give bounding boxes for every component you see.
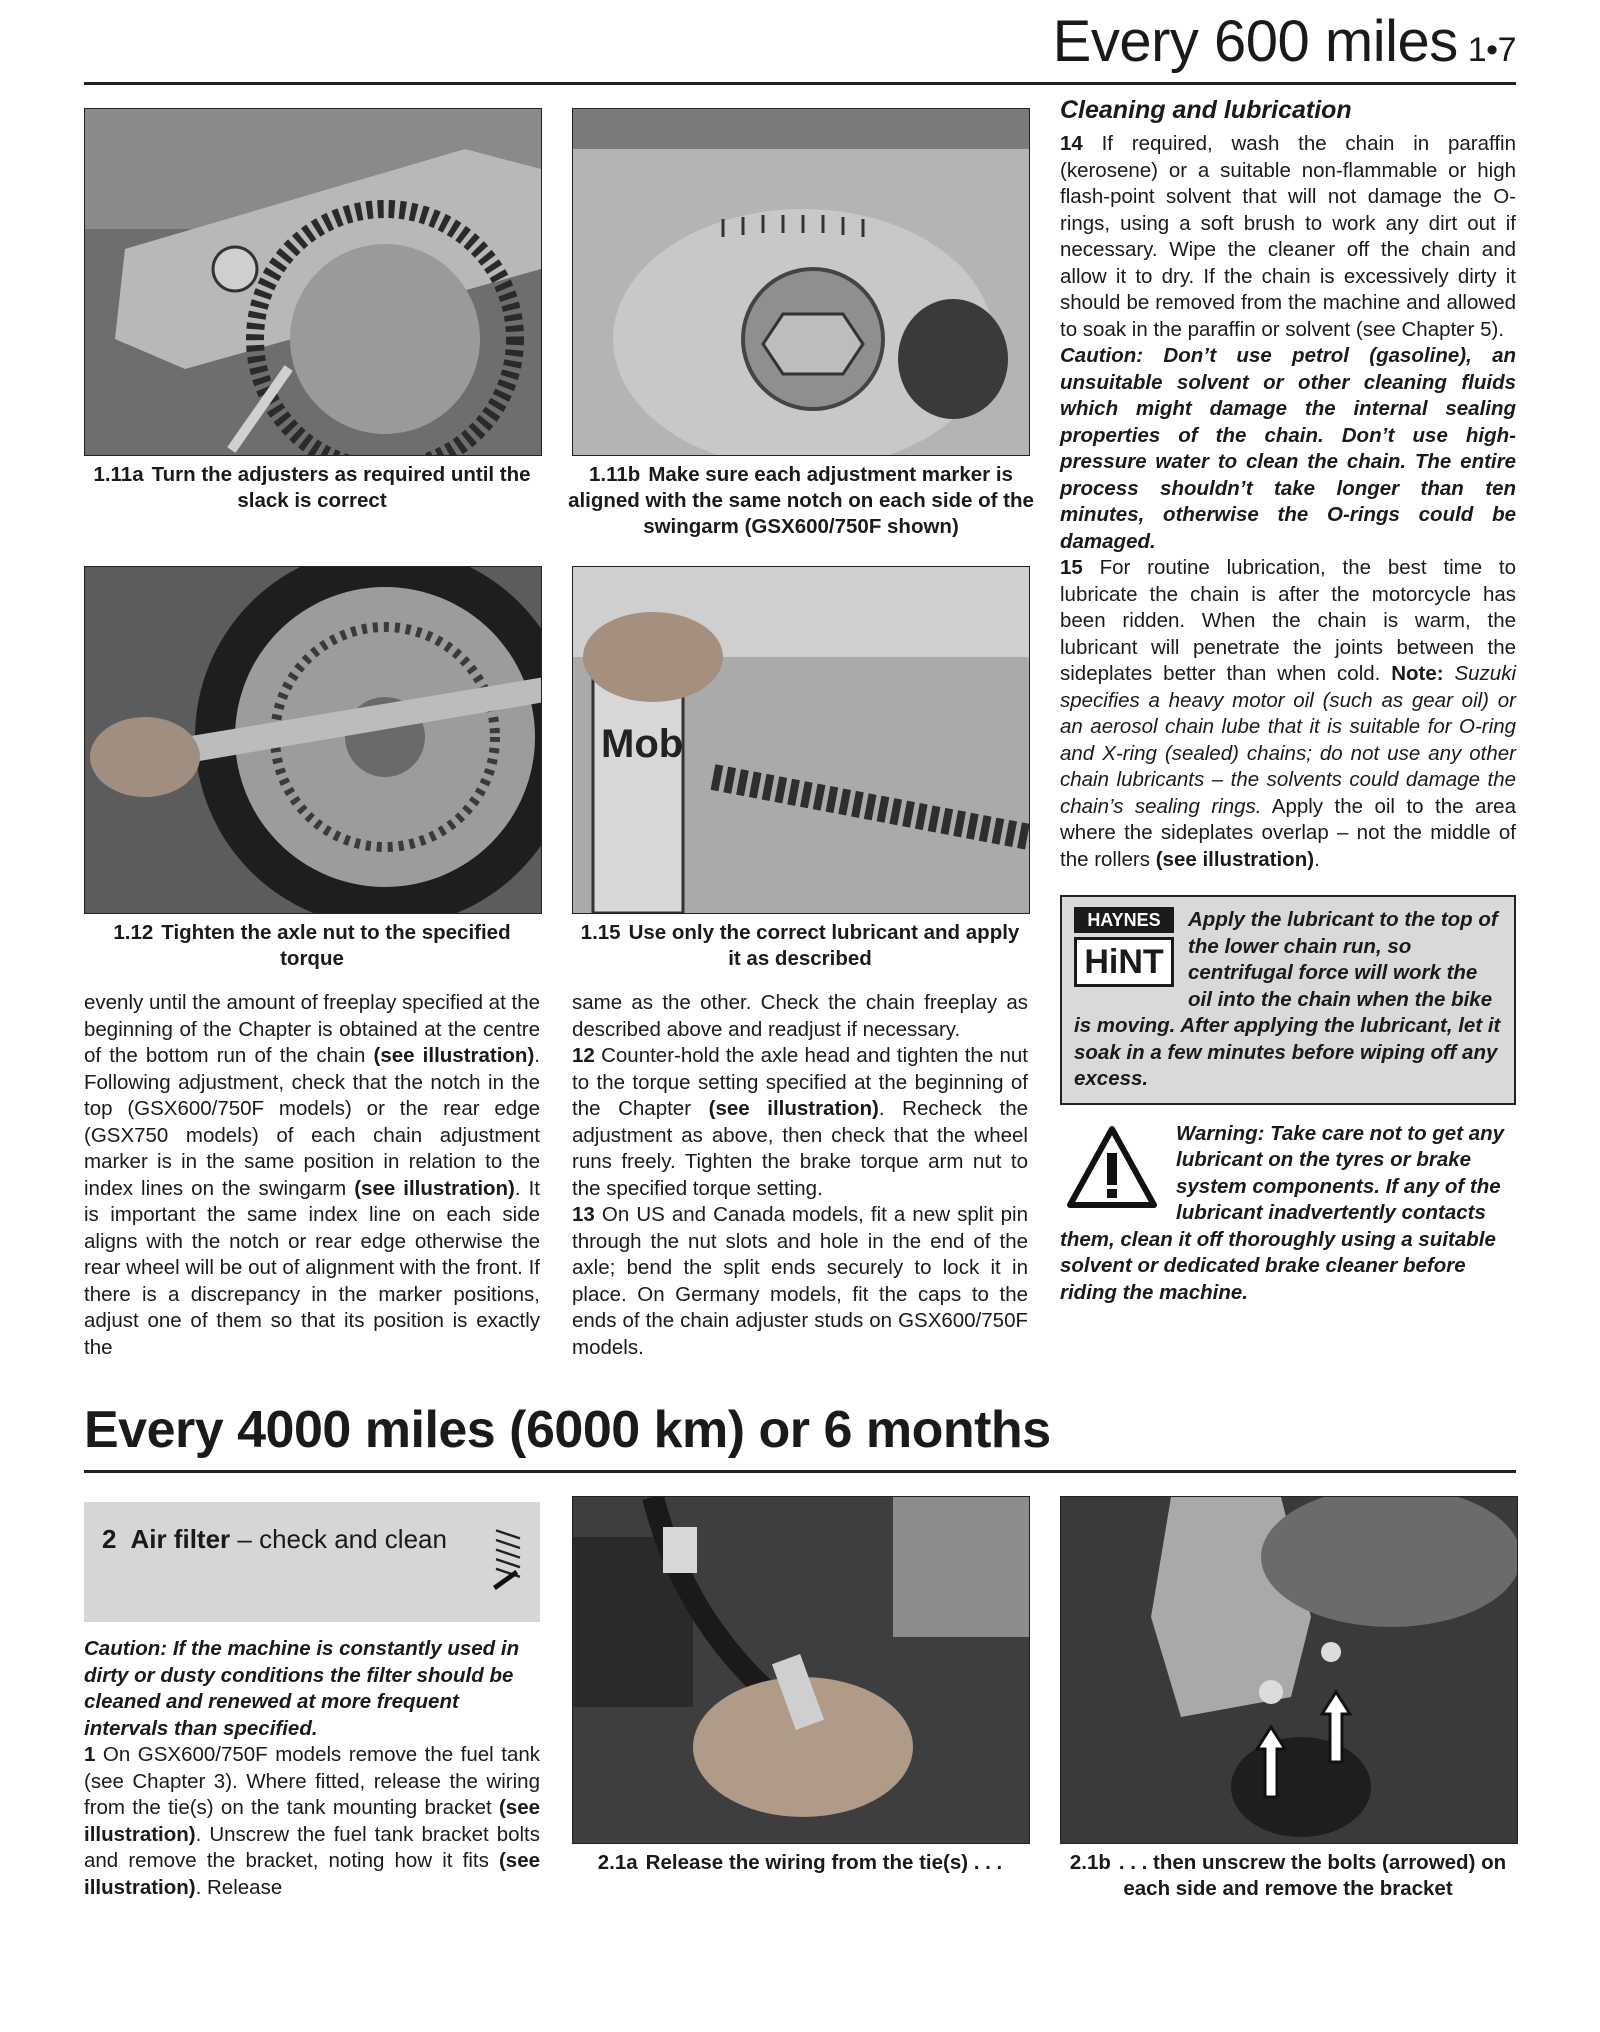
caption-text: Tighten the axle nut to the specified torque — [161, 921, 511, 970]
air-filter-text — [84, 1636, 540, 1901]
caption-2-1b — [1060, 1850, 1516, 1902]
caption-number: 1.11b — [589, 463, 641, 486]
text-run: On GSX600/750F models remove the fuel tank (see Chapter 3). Where fitted, release the wiring from the tie(s) on the tank mounting bracket — [84, 1743, 540, 1819]
warning-icon — [1066, 1125, 1158, 1209]
note-label: Note: — [1391, 662, 1444, 685]
caption-text: Release the wiring from the tie(s) . . . — [645, 1851, 1003, 1874]
warning-text: Warning: Take care not to get any lubricant on the tyres or brake system components. If any of the lubricant inadvertently contacts them, clean it off thoroughly using a suitable solvent or dedicated brake cleaner before riding the machine. — [1060, 1121, 1505, 1304]
spray-can-label: Mob — [601, 722, 684, 766]
text-run: . Recheck the adjustment as above, then check that the wheel runs freely. Tighten the brake torque arm nut to the specified torque setting. — [572, 1097, 1028, 1200]
section-heading-cleaning: Cleaning and lubrication — [1060, 96, 1352, 124]
text-run: . Release — [195, 1875, 283, 1899]
photo-1-11b — [572, 108, 1030, 456]
column-1-text — [84, 990, 540, 1361]
air-filter-section-box — [84, 1502, 540, 1622]
hint-text: Apply the lubricant to the top of the lower chain run, so centrifugal force will work the oil into the chain when the bike is moving. After applying the lubricant, let it soak in a few minutes before wiping off any excess. — [1074, 908, 1501, 1090]
paragraph-number: 13 — [572, 1203, 595, 1226]
caption-text: Make sure each adjustment marker is aligned with the same notch on each side of the swingarm (GSX600/750F shown) — [568, 463, 1034, 538]
caption-2-1a — [572, 1850, 1028, 1876]
paragraph-number: 15 — [1060, 556, 1083, 579]
warning-block — [1060, 1121, 1516, 1307]
air-filter-title: Air filter — [130, 1524, 231, 1554]
illustration-ref: (see illustration) — [708, 1097, 879, 1120]
text-run: Counter-hold the axle head and tighten the nut to the torque setting specified at the beginning of the Chapter — [572, 1044, 1028, 1120]
header-rule — [84, 82, 1516, 85]
paragraph-number: 1 — [84, 1743, 96, 1766]
illustration-ref: (see illustration) — [1155, 847, 1315, 871]
haynes-hint-logo — [1074, 907, 1174, 987]
caption-1-11b — [566, 462, 1036, 540]
caption-number: 2.1a — [597, 1851, 638, 1874]
haynes-hint-box — [1060, 895, 1516, 1105]
air-filter-subtitle: – check and clean — [230, 1524, 447, 1554]
photo-1-15 — [572, 566, 1030, 914]
text-run: For routine lubrication, the best time to lubricate the chain is after the motorcycle has been ridden. When the chain is warm, the lubricant will penetrate the joints between the sideplates better than when cold. — [1060, 556, 1516, 685]
note-text: Suzuki specifies a heavy motor oil (such as gear oil) or an aerosol chain lube that it is suitable for O-ring and X-ring (sealed) chains; do not use any other chain lubricants – the solvents could damage the chain’s sealing rings. — [1060, 662, 1516, 818]
text-run: If required, wash the chain in paraffin (kerosene) or a suitable non-flammable or high flash-point solvent that will not damage the O-rings, using a soft brush to work any dirt out if necessary. Wipe the cleaner off the chain and allow it to dry. If the chain is excessively dirty it should be removed from the machine and allowed to soak in the paraffin or solvent (see Chapter 5). — [1060, 132, 1516, 341]
text-run: . Following adjustment, check that the notch in the top (GSX600/750F models) or the rear edge (GSX750 models) of each chain adjustment marker is in the same position in relation to the index lines on the swingarm — [84, 1044, 540, 1200]
section-rule — [84, 1470, 1516, 1473]
caption-number: 1.12 — [113, 921, 154, 944]
paragraph-number: 14 — [1060, 132, 1083, 155]
section-number: 2 — [102, 1524, 117, 1554]
page-header — [1053, 8, 1516, 75]
tools-icon — [488, 1516, 528, 1604]
photo-1-12 — [84, 566, 542, 914]
caption-1-11a — [84, 462, 540, 514]
caption-number: 2.1b — [1069, 1851, 1111, 1874]
column-3 — [1060, 96, 1516, 1306]
hint-logo-top: HAYNES — [1074, 907, 1174, 933]
column-2-text — [572, 990, 1028, 1361]
page-number: 1•7 — [1467, 31, 1516, 69]
photo-2-1b — [1060, 1496, 1518, 1844]
caption-1-12 — [84, 920, 540, 972]
text-run: . Unscrew the fuel tank bracket bolts and remove the bracket, noting how it fits — [84, 1822, 540, 1872]
hint-logo-bottom: HiNT — [1074, 937, 1174, 987]
air-filter-caution: Caution: If the machine is constantly used in dirty or dusty conditions the filter should be cleaned and renewed at more frequent intervals than specified. — [84, 1637, 520, 1740]
caption-text: Use only the correct lubricant and apply it as described — [628, 921, 1020, 970]
text-run: . It is important the same index line on each side aligns with the notch or rear edge otherwise the rear wheel will be out of alignment with the front. If there is a discrepancy in the marker positions, adjust one of them so that its position is exactly the — [84, 1176, 540, 1359]
section-heading-4000-miles: Every 4000 miles (6000 km) or 6 months — [84, 1401, 1051, 1459]
header-title: Every 600 miles — [1052, 9, 1458, 74]
illustration-ref: (see illustration) — [84, 1849, 540, 1899]
column-3-text — [1060, 131, 1516, 873]
text-run: On US and Canada models, fit a new split pin through the nut slots and hole in the end of the axle; bend the split ends securely to lock it in place. On Germany models, fit the caps to the ends of the chain adjuster studs on GSX600/750F models. — [572, 1203, 1028, 1359]
text-run: . — [1314, 847, 1320, 871]
text-run: Apply the oil to the area where the sideplates overlap – not the middle of the rollers — [1060, 794, 1516, 871]
paragraph-number: 12 — [572, 1044, 595, 1067]
illustration-ref: (see illustration) — [354, 1176, 515, 1200]
text-run: same as the other. Check the chain freeplay as described above and readjust if necessary. — [572, 991, 1028, 1041]
caption-number: 1.15 — [580, 921, 621, 944]
caption-1-15 — [572, 920, 1028, 972]
caution-text: Caution: Don’t use petrol (gasoline), an unsuitable solvent or other cleaning fluids which might damage the internal sealing properties of the chain. Don’t use high-pressure water to clean the chain. The entire process shouldn’t take longer than ten minutes, otherwise the O-rings could be damaged. — [1060, 344, 1516, 553]
caption-number: 1.11a — [93, 463, 144, 486]
photo-2-1a — [572, 1496, 1030, 1844]
caption-text: Turn the adjusters as required until the slack is correct — [151, 463, 531, 512]
photo-1-11a — [84, 108, 542, 456]
text-run: evenly until the amount of freeplay specified at the beginning of the Chapter is obtained at the centre of the bottom run of the chain — [84, 991, 540, 1067]
illustration-ref: (see illustration) — [84, 1796, 540, 1846]
illustration-ref: (see illustration) — [373, 1044, 535, 1067]
caption-text: . . . then unscrew the bolts (arrowed) on each side and remove the bracket — [1118, 1851, 1507, 1900]
